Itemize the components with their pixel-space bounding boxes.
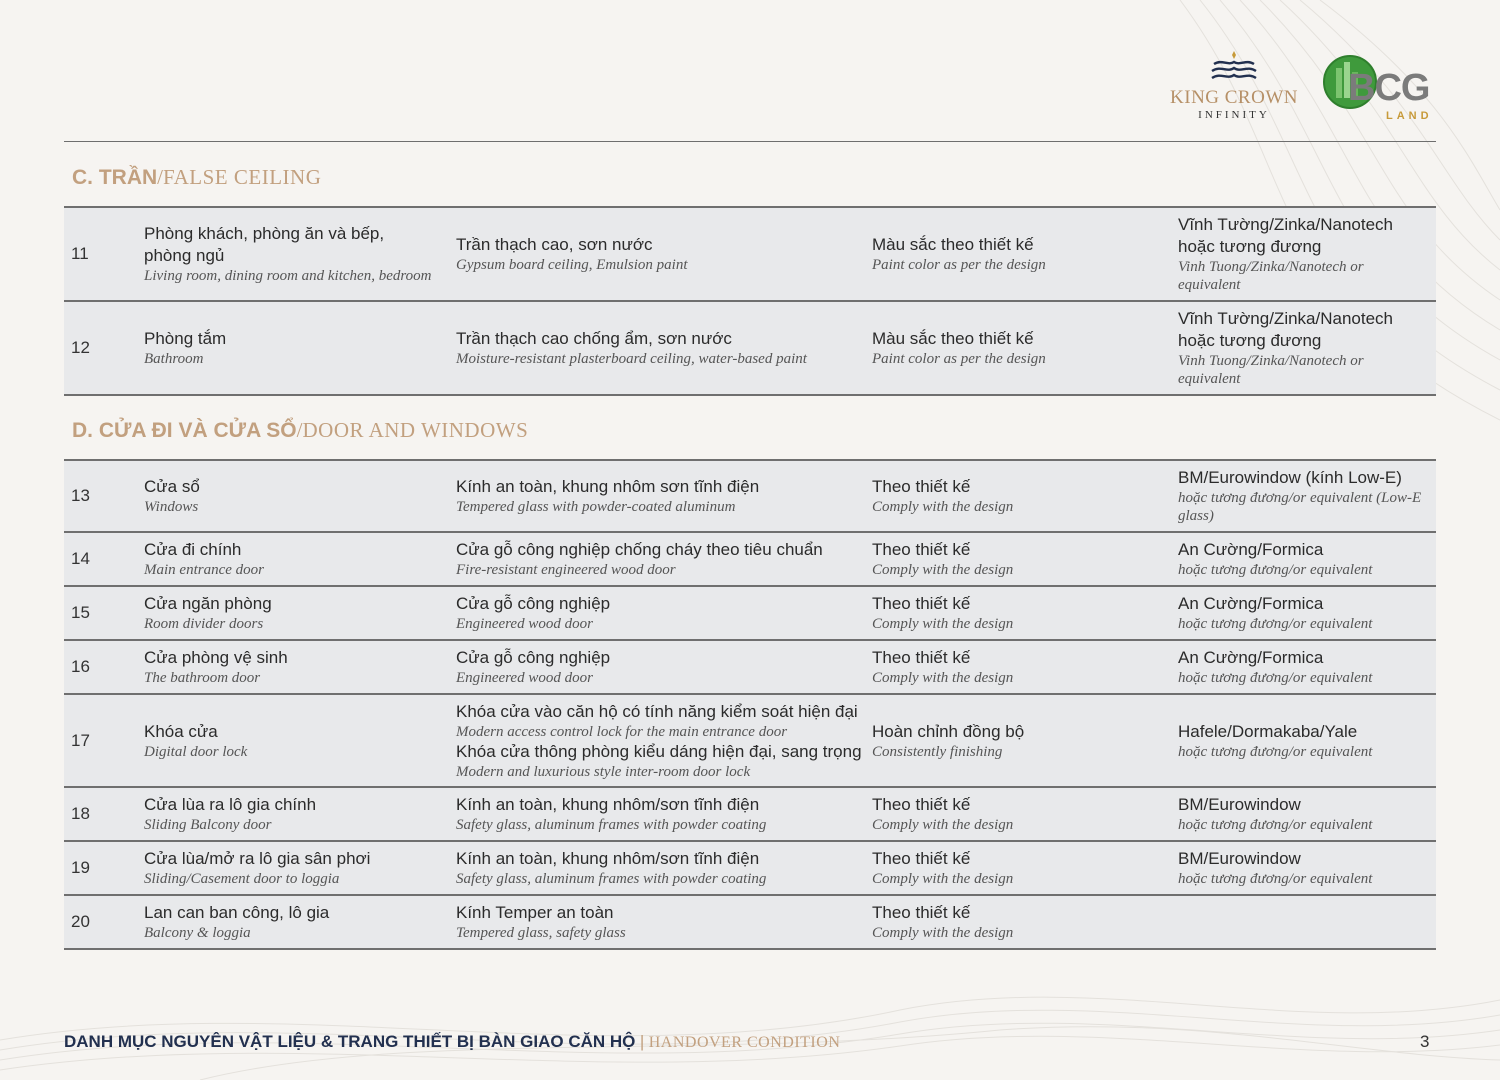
material-en-secondary: Modern and luxurious style inter-room door lock — [456, 763, 751, 780]
section-title-en: DOOR AND WINDOWS — [302, 418, 529, 442]
location-vi: Phòng tắm — [144, 329, 227, 348]
location-vi: Cửa sổ — [144, 477, 200, 496]
material-vi: Kính an toàn, khung nhôm sơn tĩnh điện — [456, 477, 760, 496]
table-row — [64, 459, 1436, 533]
header-divider — [64, 141, 1436, 142]
row-number: 20 — [71, 912, 90, 931]
brand-vi: Hafele/Dormakaba/Yale — [1178, 721, 1358, 741]
location-en: Sliding Balcony door — [144, 817, 272, 833]
material-vi: Khóa cửa vào căn hộ có tính năng kiểm soát hiện đại — [456, 701, 858, 721]
location-cell — [144, 695, 434, 786]
location-vi: Cửa đi chính — [144, 540, 242, 559]
page-number: 3 — [1420, 1032, 1430, 1051]
brand-cell — [1178, 587, 1428, 639]
location-en: Digital door lock — [144, 743, 248, 760]
material-cell — [456, 302, 866, 394]
spec-en: Comply with the design — [872, 562, 1014, 578]
spec-cell — [872, 461, 1152, 531]
brand-en: hoặc tương đương/or equivalent — [1178, 817, 1373, 833]
material-en: Fire-resistant engineered wood door — [456, 562, 676, 578]
material-vi-secondary: Khóa cửa thông phòng kiểu dáng hiện đại, sang trọng — [456, 741, 862, 761]
brand-cell — [1178, 208, 1408, 300]
row-number: 12 — [71, 338, 90, 357]
material-cell — [456, 842, 866, 894]
logo-bcg-sub: LAND — [1386, 110, 1433, 122]
section-title-separator: / — [157, 165, 164, 189]
section-title-vi: D. CỬA ĐI VÀ CỬA SỔ — [72, 419, 297, 442]
material-vi: Cửa gỗ công nghiệp chống cháy theo tiêu chuẩn — [456, 540, 823, 559]
spec-vi: Theo thiết kế — [872, 849, 971, 868]
location-cell — [144, 641, 434, 693]
spec-cell — [872, 533, 1152, 585]
brand-en: Vinh Tuong/Zinka/Nanotech or equivalent — [1178, 259, 1364, 293]
spec-vi: Theo thiết kế — [872, 540, 971, 559]
row-number: 17 — [71, 730, 90, 750]
section-title-doors — [72, 416, 528, 447]
location-cell — [144, 587, 434, 639]
spec-vi: Theo thiết kế — [872, 477, 971, 496]
brand-vi: An Cường/Formica — [1178, 648, 1324, 667]
section-title-vi: C. TRẦN — [72, 166, 158, 189]
brand-cell — [1178, 302, 1408, 394]
material-cell — [456, 896, 866, 948]
brand-en: hoặc tương đương/or equivalent — [1178, 670, 1373, 686]
footer-separator: | — [639, 1032, 645, 1051]
location-vi: Lan can ban công, lô gia — [144, 903, 330, 922]
table-row — [64, 788, 1436, 842]
material-cell — [456, 695, 866, 786]
brand-vi: Vĩnh Tường/Zinka/Nanotech hoặc tương đương — [1178, 215, 1393, 256]
row-number: 11 — [71, 244, 89, 263]
logo-bcg-name: BCG — [1348, 67, 1430, 109]
material-vi: Cửa gỗ công nghiệp — [456, 648, 611, 667]
brand-cell — [1178, 788, 1428, 840]
location-en: Balcony & loggia — [144, 925, 251, 941]
material-vi: Kính an toàn, khung nhôm/sơn tĩnh điện — [456, 849, 760, 868]
spec-cell — [872, 842, 1152, 894]
brand-cell — [1178, 842, 1428, 894]
spec-en: Comply with the design — [872, 670, 1014, 686]
table-row — [64, 896, 1436, 950]
material-vi: Kính Temper an toàn — [456, 903, 614, 922]
material-cell — [456, 533, 866, 585]
row-number: 18 — [71, 804, 90, 823]
spec-en: Comply with the design — [872, 925, 1014, 941]
material-en: Engineered wood door — [456, 616, 593, 632]
spec-cell — [872, 587, 1152, 639]
location-vi: Khóa cửa — [144, 721, 218, 741]
location-cell — [144, 896, 434, 948]
crown-wave-icon — [1208, 50, 1260, 86]
section-title-en: FALSE CEILING — [163, 165, 322, 189]
brand-vi: BM/Eurowindow (kính Low-E) — [1178, 468, 1402, 487]
row-number: 15 — [71, 603, 90, 622]
brand-cell — [1178, 461, 1428, 531]
spec-en: Comply with the design — [872, 616, 1014, 632]
material-en: Safety glass, aluminum frames with powder coating — [456, 871, 767, 887]
brand-cell — [1178, 695, 1428, 786]
brand-vi: BM/Eurowindow — [1178, 795, 1301, 814]
location-cell — [144, 302, 434, 394]
material-en: Modern access control lock for the main entrance door — [456, 723, 788, 740]
material-cell — [456, 641, 866, 693]
brand-cell — [1178, 533, 1428, 585]
table-row — [64, 587, 1436, 641]
brand-en: hoặc tương đương/or equivalent — [1178, 562, 1373, 578]
footer-title-vi: DANH MỤC NGUYÊN VẬT LIỆU & TRANG THIẾT BỊ BÀN GIAO CĂN HỘ — [64, 1032, 636, 1051]
table-row — [64, 641, 1436, 695]
material-vi: Trần thạch cao chống ẩm, sơn nước — [456, 329, 732, 348]
location-en: The bathroom door — [144, 670, 261, 686]
spec-en: Paint color as per the design — [872, 257, 1046, 273]
brand-en: hoặc tương đương/or equivalent — [1178, 616, 1373, 632]
material-en: Gypsum board ceiling, Emulsion paint — [456, 257, 688, 273]
material-vi: Cửa gỗ công nghiệp — [456, 594, 611, 613]
brand-vi: BM/Eurowindow — [1178, 849, 1301, 868]
spec-en: Comply with the design — [872, 871, 1014, 887]
brand-vi: Vĩnh Tường/Zinka/Nanotech hoặc tương đương — [1178, 309, 1393, 350]
spec-vi: Theo thiết kế — [872, 648, 971, 667]
material-en: Tempered glass with powder-coated aluminum — [456, 499, 736, 515]
location-cell — [144, 788, 434, 840]
location-vi: Phòng khách, phòng ăn và bếp, phòng ngủ — [144, 224, 385, 265]
section-title-separator: / — [296, 418, 303, 442]
doors-table — [64, 459, 1436, 950]
spec-cell — [872, 695, 1152, 786]
brand-cell — [1178, 896, 1428, 948]
location-vi: Cửa ngăn phòng — [144, 594, 272, 613]
location-cell — [144, 533, 434, 585]
table-row — [64, 302, 1436, 396]
spec-cell — [872, 896, 1152, 948]
brand-en: hoặc tương đương/or equivalent — [1178, 871, 1373, 887]
location-en: Room divider doors — [144, 616, 264, 632]
spec-cell — [872, 641, 1152, 693]
table-row — [64, 206, 1436, 302]
table-row — [64, 695, 1436, 788]
footer-title-en: HANDOVER CONDITION — [648, 1034, 841, 1051]
spec-vi: Theo thiết kế — [872, 594, 971, 613]
material-en: Moisture-resistant plasterboard ceiling, water-based paint — [456, 351, 807, 367]
spec-vi: Hoàn chỉnh đồng bộ — [872, 721, 1025, 741]
spec-vi: Màu sắc theo thiết kế — [872, 329, 1034, 348]
location-en: Bathroom — [144, 351, 204, 367]
location-en: Sliding/Casement door to loggia — [144, 871, 340, 887]
location-cell — [144, 842, 434, 894]
spec-en: Comply with the design — [872, 817, 1014, 833]
location-en: Windows — [144, 499, 199, 515]
material-cell — [456, 587, 866, 639]
spec-en: Comply with the design — [872, 499, 1014, 515]
table-row — [64, 842, 1436, 896]
row-number: 16 — [71, 657, 90, 676]
location-en: Main entrance door — [144, 562, 264, 578]
row-number: 14 — [71, 549, 90, 568]
material-en: Tempered glass, safety glass — [456, 925, 626, 941]
material-vi: Kính an toàn, khung nhôm/sơn tĩnh điện — [456, 795, 760, 814]
spec-vi: Màu sắc theo thiết kế — [872, 235, 1034, 254]
brand-vi: An Cường/Formica — [1178, 540, 1324, 559]
material-en: Safety glass, aluminum frames with powder coating — [456, 817, 767, 833]
brand-en: Vinh Tuong/Zinka/Nanotech or equivalent — [1178, 353, 1364, 387]
brand-vi: An Cường/Formica — [1178, 594, 1324, 613]
spec-vi: Theo thiết kế — [872, 795, 971, 814]
brand-cell — [1178, 641, 1428, 693]
spec-cell — [872, 302, 1152, 394]
spec-en: Paint color as per the design — [872, 351, 1046, 367]
material-cell — [456, 461, 866, 531]
brand-en: hoặc tương đương/or equivalent (Low-E glass) — [1178, 490, 1422, 524]
brand-en: hoặc tương đương/or equivalent — [1178, 743, 1373, 760]
section-title-ceiling — [72, 163, 321, 194]
king-crown-logo — [1160, 50, 1308, 121]
material-vi: Trần thạch cao, sơn nước — [456, 235, 653, 254]
row-number: 13 — [71, 486, 90, 505]
logo-kingcrown-sub: INFINITY — [1198, 109, 1270, 121]
location-en: Living room, dining room and kitchen, bedroom — [144, 268, 432, 284]
material-en: Engineered wood door — [456, 670, 593, 686]
ceiling-table — [64, 206, 1436, 396]
spec-cell — [872, 208, 1152, 300]
location-cell — [144, 208, 434, 300]
location-cell — [144, 461, 434, 531]
location-vi: Cửa phòng vệ sinh — [144, 648, 288, 667]
logo-kingcrown-name: KING CROWN — [1170, 87, 1298, 108]
footer-title — [64, 1031, 840, 1054]
material-cell — [456, 208, 866, 300]
bcg-land-logo — [1322, 50, 1442, 126]
spec-cell — [872, 788, 1152, 840]
table-row — [64, 533, 1436, 587]
row-number: 19 — [71, 858, 90, 877]
spec-en: Consistently finishing — [872, 743, 1003, 760]
location-vi: Cửa lùa ra lô gia chính — [144, 795, 317, 814]
location-vi: Cửa lùa/mở ra lô gia sân phơi — [144, 849, 371, 868]
spec-vi: Theo thiết kế — [872, 903, 971, 922]
material-cell — [456, 788, 866, 840]
